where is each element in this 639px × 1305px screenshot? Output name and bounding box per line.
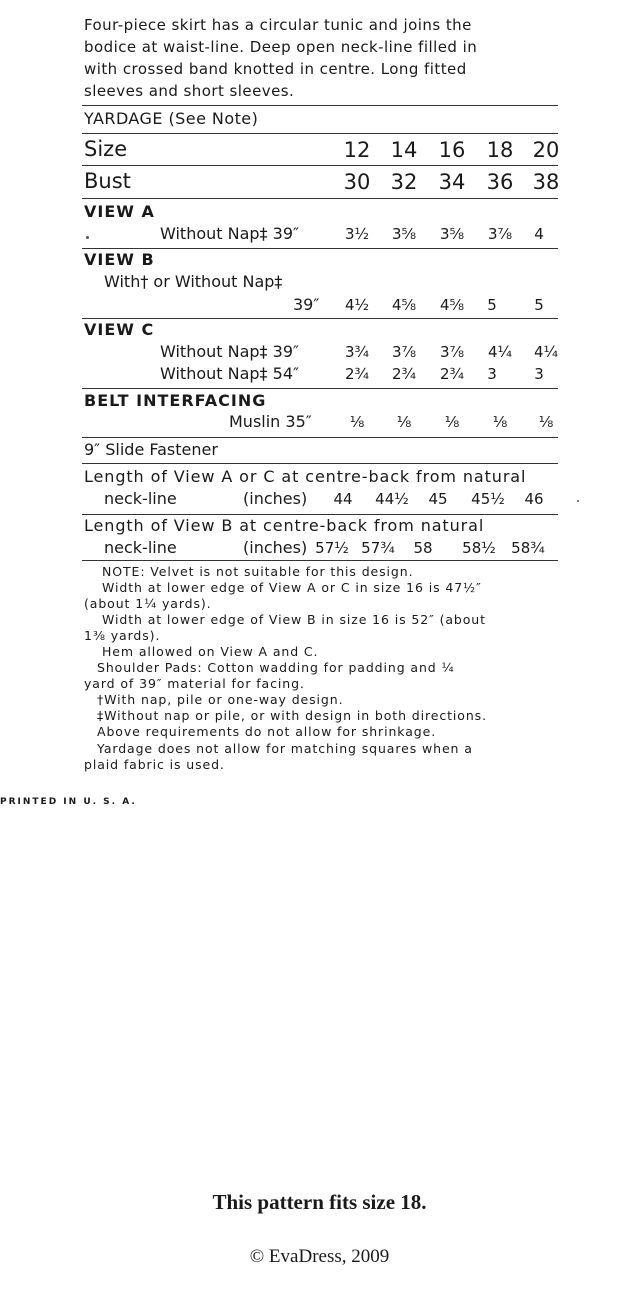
yardage-value: 4½ bbox=[344, 296, 370, 314]
size-value: 12 bbox=[343, 138, 371, 162]
fastener-label: 9″ Slide Fastener bbox=[84, 440, 218, 459]
yardage-value: 3⅝ bbox=[439, 225, 465, 243]
yardage-value: 2¾ bbox=[439, 365, 465, 383]
yardage-value: ⅛ bbox=[396, 413, 412, 431]
yardage-value: 3 bbox=[534, 365, 544, 383]
size-label: Size bbox=[84, 137, 128, 161]
size-value: 14 bbox=[390, 138, 418, 162]
divider bbox=[82, 514, 558, 515]
note-line: Yardage does not allow for matching squares when a bbox=[97, 741, 473, 756]
view-c-row-label: Without Nap‡ 54″ bbox=[160, 364, 299, 383]
note-line: NOTE: Velvet is not suitable for this design. bbox=[102, 564, 414, 579]
length-value: 58½ bbox=[462, 539, 496, 557]
yardage-value: 2¾ bbox=[391, 365, 417, 383]
view-b-heading: VIEW B bbox=[84, 250, 155, 269]
divider bbox=[82, 560, 558, 561]
note-line: 1⅜ yards). bbox=[84, 628, 161, 643]
note-line: yard of 39″ material for facing. bbox=[84, 676, 305, 691]
divider bbox=[82, 198, 558, 199]
yardage-value: 4¼ bbox=[533, 343, 559, 361]
printed-label: PRINTED IN U. S. A. bbox=[0, 797, 137, 807]
length-a-c-unit: (inches) bbox=[243, 489, 308, 508]
size-value: 16 bbox=[438, 138, 466, 162]
length-value: 46 bbox=[524, 490, 544, 508]
yardage-value: 3 bbox=[487, 365, 497, 383]
yardage-value: 3⅞ bbox=[391, 343, 417, 361]
yardage-value: 4 bbox=[534, 225, 544, 243]
yardage-value: 3½ bbox=[344, 225, 370, 243]
size-value: 18 bbox=[486, 138, 514, 162]
view-b-row-label: 39″ bbox=[293, 295, 320, 314]
note-line: Width at lower edge of View A or C in size 16 is 47½″ bbox=[102, 580, 482, 595]
yardage-value: 5 bbox=[534, 296, 544, 314]
length-value: 45½ bbox=[471, 490, 505, 508]
bust-value: 36 bbox=[486, 170, 514, 194]
divider bbox=[82, 248, 558, 249]
length-value: 58¾ bbox=[511, 539, 545, 557]
yardage-value: 3⅞ bbox=[487, 225, 513, 243]
bust-value: 38 bbox=[532, 170, 560, 194]
length-value: 57½ bbox=[315, 539, 349, 557]
note-line: Width at lower edge of View B in size 16 is 52″ (about bbox=[102, 612, 486, 627]
length-value: 44 bbox=[333, 490, 353, 508]
yardage-value: ⅛ bbox=[349, 413, 365, 431]
divider bbox=[82, 318, 558, 319]
bust-label: Bust bbox=[84, 169, 131, 193]
note-line: plaid fabric is used. bbox=[84, 757, 225, 772]
view-a-row-label: Without Nap‡ 39″ bbox=[160, 224, 299, 243]
yardage-value: 5 bbox=[487, 296, 497, 314]
bust-value: 30 bbox=[343, 170, 371, 194]
length-b-label: neck-line bbox=[104, 538, 177, 557]
note-line: (about 1¼ yards). bbox=[84, 596, 212, 611]
length-b-line: Length of View B at centre-back from natural bbox=[84, 516, 485, 535]
yardage-value: ⅛ bbox=[492, 413, 508, 431]
divider bbox=[82, 463, 558, 464]
view-c-heading: VIEW C bbox=[84, 320, 155, 339]
yardage-value: 3¾ bbox=[344, 343, 370, 361]
yardage-value: ⅛ bbox=[538, 413, 554, 431]
belt-row-label: Muslin 35″ bbox=[229, 412, 312, 431]
yardage-value: 3⅝ bbox=[391, 225, 417, 243]
speck bbox=[86, 236, 89, 239]
length-value: 45 bbox=[428, 490, 448, 508]
yardage-value: ⅛ bbox=[444, 413, 460, 431]
length-a-c-line: Length of View A or C at centre-back from natural bbox=[84, 467, 527, 486]
yardage-value: 3⅞ bbox=[439, 343, 465, 361]
view-a-heading: VIEW A bbox=[84, 202, 155, 221]
copyright: © EvaDress, 2009 bbox=[249, 1246, 390, 1267]
note-line: †With nap, pile or one-way design. bbox=[97, 692, 344, 707]
belt-heading: BELT INTERFACING bbox=[84, 391, 267, 410]
divider bbox=[82, 165, 558, 166]
length-value: 58 bbox=[413, 539, 433, 557]
description-line: sleeves and short sleeves. bbox=[84, 82, 295, 100]
divider bbox=[82, 105, 558, 106]
note-line: Hem allowed on View A and C. bbox=[102, 644, 319, 659]
note-line: ‡Without nap or pile, or with design in both directions. bbox=[97, 708, 487, 723]
yardage-value: 2¾ bbox=[344, 365, 370, 383]
bust-value: 32 bbox=[390, 170, 418, 194]
speck bbox=[577, 500, 579, 502]
divider bbox=[82, 388, 558, 389]
view-c-row-label: Without Nap‡ 39″ bbox=[160, 342, 299, 361]
yardage-title: YARDAGE (See Note) bbox=[84, 109, 259, 128]
length-value: 57¾ bbox=[361, 539, 395, 557]
yardage-value: 4⅝ bbox=[391, 296, 417, 314]
bust-value: 34 bbox=[438, 170, 466, 194]
divider bbox=[82, 437, 558, 438]
length-value: 44½ bbox=[375, 490, 409, 508]
length-a-c-label: neck-line bbox=[104, 489, 177, 508]
divider bbox=[82, 133, 558, 134]
note-line: Shoulder Pads: Cotton wadding for padding and ¼ bbox=[97, 660, 455, 675]
description-line: with crossed band knotted in centre. Long fitted bbox=[84, 60, 467, 78]
length-b-unit: (inches) bbox=[243, 538, 308, 557]
fit-statement: This pattern fits size 18. bbox=[212, 1190, 427, 1214]
description-line: bodice at waist-line. Deep open neck-line filled in bbox=[84, 38, 478, 56]
view-b-sub-label: With† or Without Nap‡ bbox=[104, 272, 283, 291]
yardage-value: 4¼ bbox=[487, 343, 513, 361]
description-line: Four-piece skirt has a circular tunic and joins the bbox=[84, 16, 472, 34]
note-line: Above requirements do not allow for shrinkage. bbox=[97, 724, 437, 739]
size-value: 20 bbox=[532, 138, 560, 162]
yardage-value: 4⅝ bbox=[439, 296, 465, 314]
